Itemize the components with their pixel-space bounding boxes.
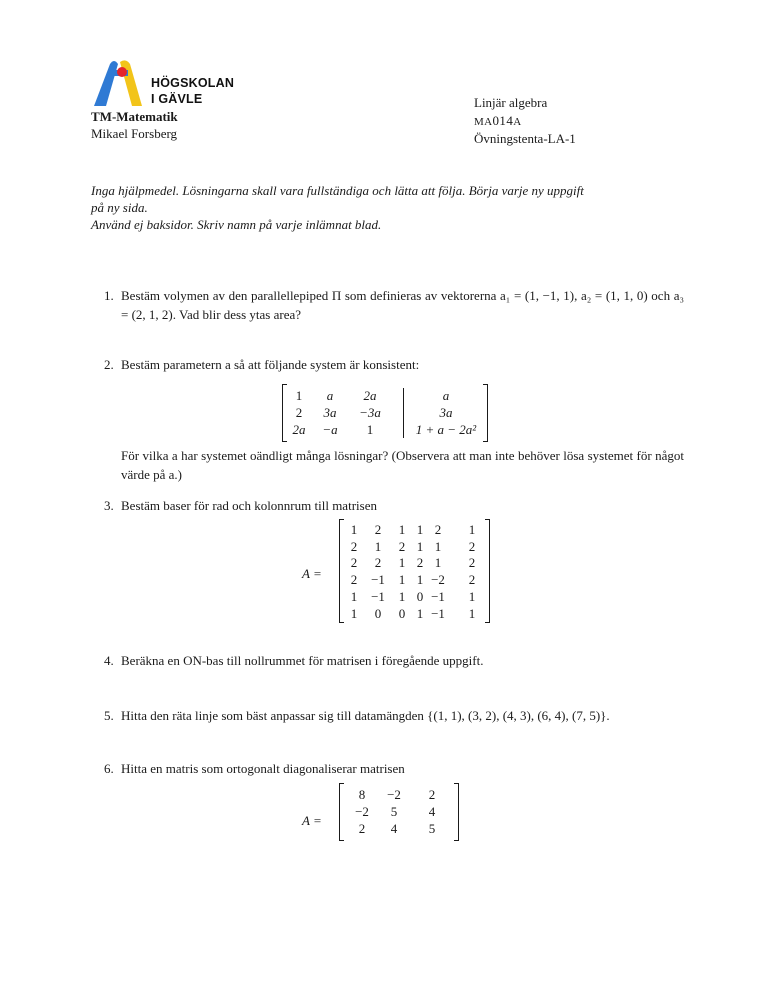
matrix-cell: 3a: [323, 405, 337, 420]
matrix-cell: 5: [390, 804, 398, 819]
problem-number: 2.: [104, 357, 114, 372]
matrix-label: A =: [302, 566, 322, 581]
matrix-cell: 2: [416, 555, 424, 571]
author: Mikael Forsberg: [91, 126, 178, 141]
matrix-cell: 2: [468, 555, 476, 571]
matrix-A: [339, 519, 490, 623]
matrix-cell: 2: [358, 821, 366, 836]
problem-number: 3.: [104, 498, 114, 513]
problem-3: [104, 496, 684, 515]
department: TM-Matematik: [91, 109, 178, 124]
matrix-cell: 2: [350, 572, 358, 588]
matrix-cell: −2: [431, 572, 445, 588]
course-name: Linjär algebra: [474, 95, 548, 110]
matrix-cell: 2: [350, 555, 358, 571]
matrix-cell: 3a: [439, 405, 453, 420]
matrix-cell: 4: [428, 804, 436, 819]
matrix-cell: 1: [295, 388, 303, 403]
problem-text: Bestäm baser för rad och kolonnrum till matrisen: [121, 498, 377, 513]
logo-text-line2: I GÄVLE: [151, 92, 203, 106]
matrix-cell: 1: [374, 538, 382, 554]
matrix-cell: −1: [431, 605, 445, 621]
matrix-cell: −1: [371, 588, 385, 604]
matrix-cell: −1: [371, 572, 385, 588]
instructions-line: på ny sida.: [91, 200, 148, 215]
matrix-cell: 1: [416, 605, 424, 621]
logo-mark-icon: [92, 58, 152, 108]
matrix-cell: 1: [468, 605, 476, 621]
matrix-cell: 4: [390, 821, 398, 836]
matrix-cell: a: [442, 388, 450, 403]
logo-text-line1: HÖGSKOLAN: [151, 76, 235, 90]
instructions-line: Använd ej baksidor. Skriv namn på varje inlämnat blad.: [91, 217, 382, 232]
matrix-cell: 2: [468, 572, 476, 588]
matrix-cell: 1: [366, 422, 374, 437]
matrix-cell: 1: [350, 522, 358, 537]
matrix-cell: 1: [398, 588, 406, 604]
instructions: [91, 182, 691, 233]
matrix-cell: 2a: [292, 422, 306, 437]
matrix-cell: 1: [398, 555, 406, 571]
matrix-cell: 2: [374, 555, 382, 571]
matrix-cell: 0: [374, 605, 382, 621]
matrix-cell: 2a: [363, 388, 377, 403]
matrix-cell: 1: [434, 555, 442, 571]
matrix-cell: −3a: [359, 405, 381, 420]
problem-1: [104, 286, 684, 324]
matrix-cell: 1: [350, 605, 358, 621]
problem-number: 6.: [104, 761, 114, 776]
matrix-cell: 2: [434, 522, 442, 537]
problem-text: Bestäm parametern a så att följande system är konsistent:: [121, 357, 420, 372]
exam-title: Övningstenta-LA-1: [474, 131, 576, 146]
matrix-label: A =: [302, 813, 322, 828]
matrix-cell: 0: [416, 588, 424, 604]
problem-number: 1.: [104, 288, 114, 303]
matrix-cell: 2: [428, 787, 436, 802]
matrix-cell: 1: [350, 588, 358, 604]
matrix-cell: 0: [398, 605, 406, 621]
matrix-cell: 1: [434, 538, 442, 554]
matrix-cell: −2: [387, 787, 401, 802]
matrix-cell: 1: [398, 522, 406, 537]
problem-text: Hitta den räta linje som bäst anpassar sig till datamängden {(1, 1), (3, 2), (4, 3), (6, 4), (7, 5)}.: [121, 708, 610, 723]
augment-divider: [403, 388, 404, 438]
matrix-cell: 2: [398, 538, 406, 554]
matrix-cell: 1: [398, 572, 406, 588]
matrix-cell: 2: [374, 522, 382, 537]
matrix-cell: a: [326, 388, 334, 403]
matrix-cell: 8: [358, 787, 366, 802]
problem-6: [104, 759, 684, 778]
problem-number: 4.: [104, 653, 114, 668]
problem-text: Hitta en matris som ortogonalt diagonaliserar matrisen: [121, 761, 405, 776]
matrix-A: [339, 783, 459, 841]
hig-logo: [92, 58, 252, 114]
matrix-cell: 5: [428, 821, 436, 836]
matrix-cell: 1: [468, 522, 476, 537]
problem-text: För vilka a har systemet oändligt många lösningar? (Observera att man inte behöver lösa systemet för något värde på a.): [121, 448, 684, 482]
matrix-cell: 1: [416, 572, 424, 588]
instructions-line: Inga hjälpmedel. Lösningarna skall vara fullständiga och lätta att följa. Börja varje ny uppgift: [91, 183, 584, 198]
course-code: MA014A: [474, 113, 522, 128]
matrix-cell: 1: [416, 522, 424, 537]
problem-4: [104, 651, 684, 670]
matrix-cell: 2: [295, 405, 303, 420]
matrix-cell: 2: [350, 538, 358, 554]
matrix-cell: 2: [468, 538, 476, 554]
matrix-cell: 1: [416, 538, 424, 554]
problem-2-followup: [104, 446, 684, 484]
matrix-cell: −a: [322, 422, 338, 437]
problem-text: Beräkna en ON-bas till nollrummet för matrisen i föregående uppgift.: [121, 653, 484, 668]
problem-5: [104, 706, 704, 725]
matrix-cell: 1: [468, 588, 476, 604]
matrix-cell: 1 + a − 2a²: [415, 422, 477, 437]
matrix-cell: −2: [355, 804, 369, 819]
problem-2: [104, 355, 684, 374]
augmented-matrix: [282, 384, 488, 442]
problem-text: Bestäm volymen av den parallellepiped Π som definieras av vektorerna a₁ = (1, −1, 1), a₂ = (1, 1, 0) och a₃ = (2, 1, 2). Vad blir dess ytas area?: [121, 288, 684, 322]
problem-number: 5.: [104, 708, 114, 723]
matrix-cell: −1: [431, 588, 445, 604]
